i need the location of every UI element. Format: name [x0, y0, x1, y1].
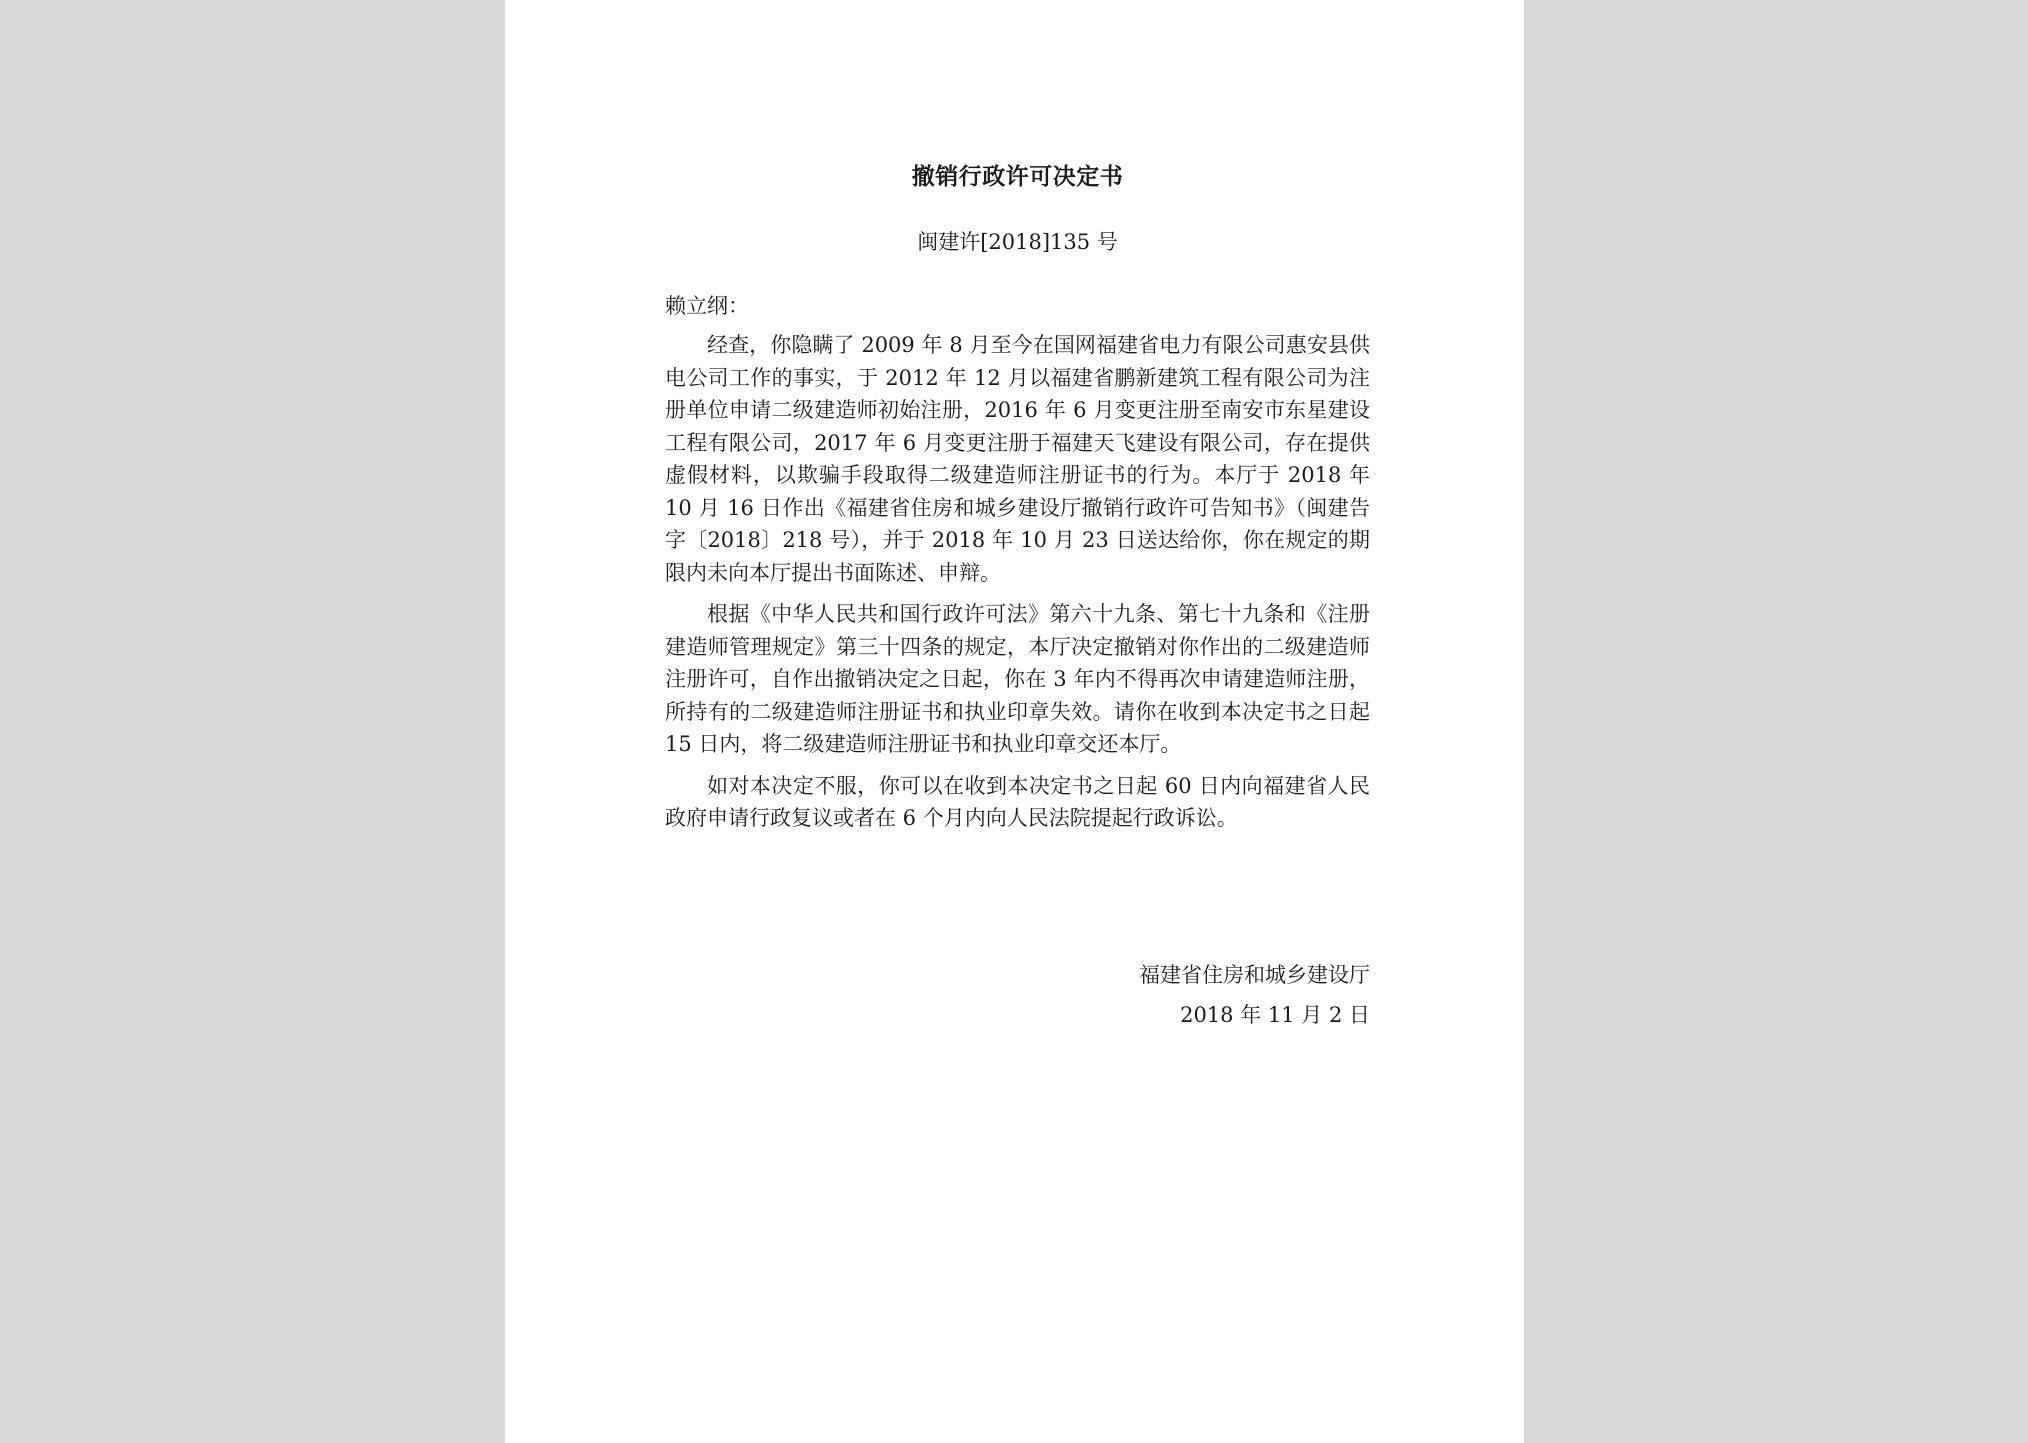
paragraph-appeal: 如对本决定不服，你可以在收到本决定书之日起 60 日内向福建省人民政府申请行政复议或者在 6 个月内向人民法院提起行政诉讼。 — [665, 773, 1370, 830]
signature-block — [1139, 955, 1370, 1035]
document-page — [505, 0, 1524, 1443]
issue-date: 2018 年 11 月 2 日 — [1180, 1003, 1370, 1027]
document-body — [665, 329, 1370, 844]
addressee: 赖立纲： — [665, 294, 749, 318]
paragraph-findings: 经查，你隐瞒了 2009 年 8 月至今在国网福建省电力有限公司惠安县供电公司工作的事实，于 2012 年 12 月以福建省鹏新建筑工程有限公司为注册单位申请二级建造师初始注册，2016 年 6 月变更注册至南安市东星建设工程有限公司，2017 年 6 月变更注册于福建天飞建设有限公司，存在提供虚假材料，以欺骗手段取得二级建造师注册证书的行为。本厅于 2018 年 10 月 16 日作出《福建省住房和城乡建设厅撤销行政许可告知书》（闽建告字〔2018〕218 号），并于 2018 年 10 月 23 日送达给你，你在规定的期限内未向本厅提出书面陈述、申辩。 — [665, 333, 1370, 585]
document-number: 闽建许[2018]135 号 — [917, 230, 1118, 254]
issuer-name: 福建省住房和城乡建设厅 — [1139, 963, 1370, 987]
document-title: 撤销行政许可决定书 — [911, 163, 1124, 190]
paragraph-decision: 根据《中华人民共和国行政许可法》第六十九条、第七十九条和《注册建造师管理规定》第三十四条的规定，本厅决定撤销对你作出的二级建造师注册许可，自作出撤销决定之日起，你在 3 年内不得再次申请建造师注册，所持有的二级建造师注册证书和执业印章失效。请你在收到本决定书之日起 15 日内，将二级建造师注册证书和执业印章交还本厅。 — [665, 602, 1370, 756]
